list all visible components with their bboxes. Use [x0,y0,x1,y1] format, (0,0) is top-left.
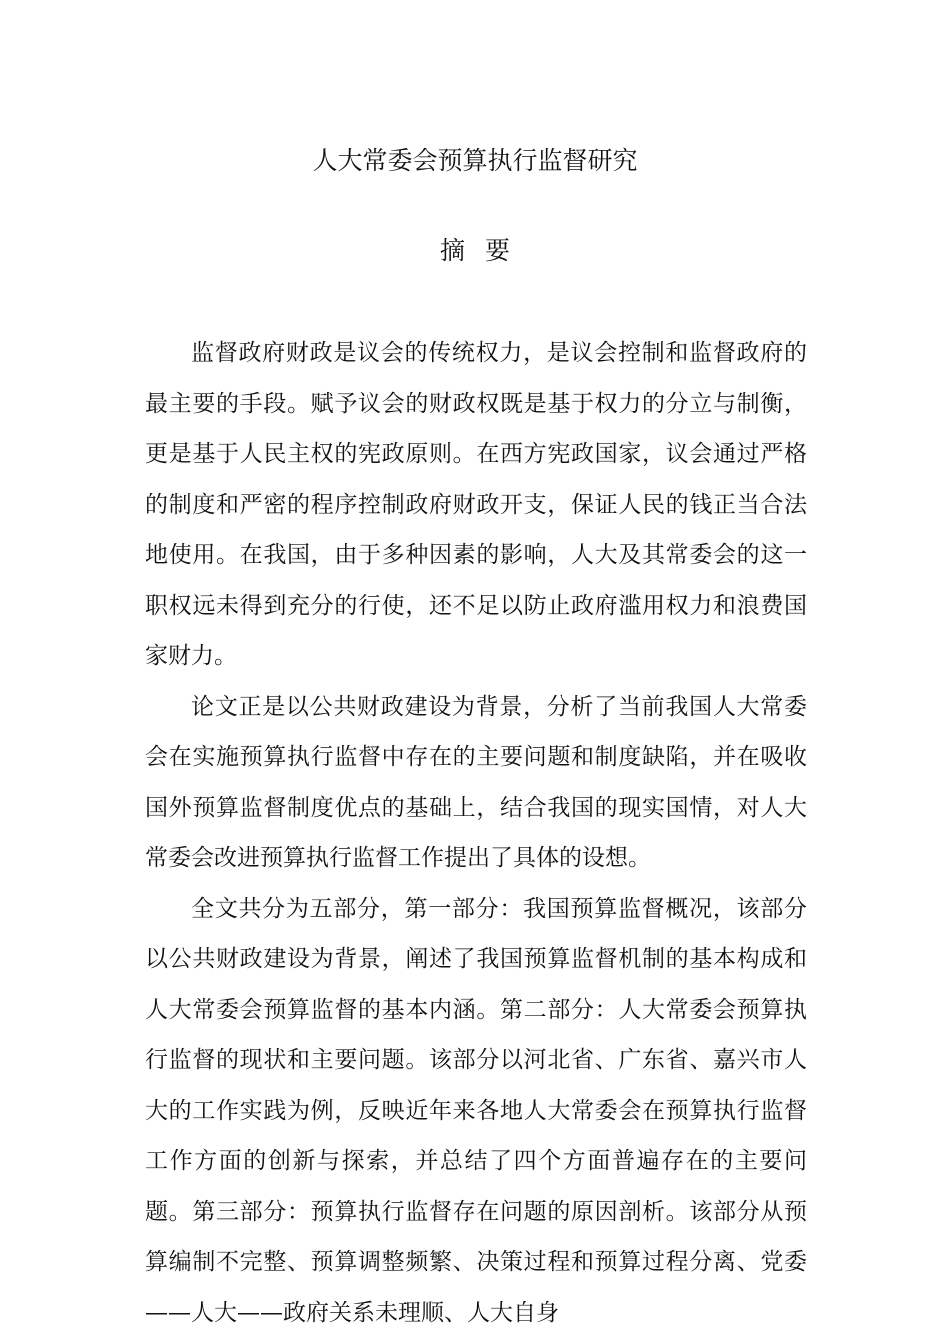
document-title: 人大常委会预算执行监督研究 [312,146,638,175]
abstract-heading: 摘要 [439,236,530,265]
paragraph-2: 论文正是以公共财政建设为背景，分析了当前我国人大常委会在实施预算执行监督中存在的主要问题和制度缺陷，并在吸收国外预算监督制度优点的基础上，结合我国的现实国情，对人大常委会改进预算执行监督工作提出了具体的设想。 [145,693,807,871]
abstract-body [145,328,807,1338]
paragraph-3: 全文共分为五部分，第一部分：我国预算监督概况，该部分以公共财政建设为背景，阐述了我国预算监督机制的基本构成和人大常委会预算监督的基本内涵。第二部分：人大常委会预算执行监督的现状和主要问题。该部分以河北省、广东省、嘉兴市人大的工作实践为例，反映近年来各地人大常委会在预算执行监督工作方面的创新与探索，并总结了四个方面普遍存在的主要问题。第三部分：预算执行监督存在问题的原因剖析。该部分从预算编制不完整、预算调整频繁、决策过程和预算过程分离、党委——人大——政府关系未理顺、人大自身 [145,895,807,1326]
paragraph-1: 监督政府财政是议会的传统权力，是议会控制和监督政府的最主要的手段。赋予议会的财政权既是基于权力的分立与制衡，更是基于人民主权的宪政原则。在西方宪政国家，议会通过严格的制度和严密的程序控制政府财政开支，保证人民的钱正当合法地使用。在我国，由于多种因素的影响，人大及其常委会的这一职权远未得到充分的行使，还不足以防止政府滥用权力和浪费国家财力。 [145,340,807,669]
